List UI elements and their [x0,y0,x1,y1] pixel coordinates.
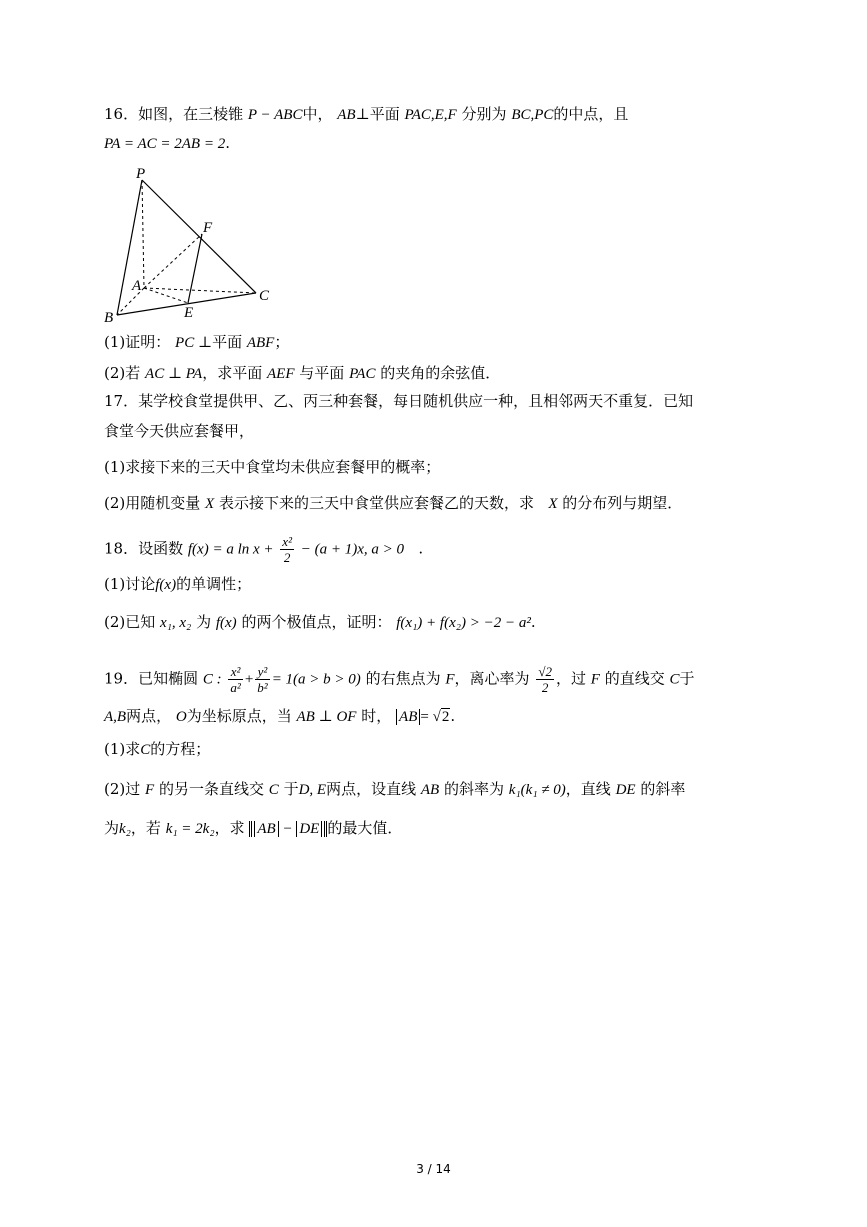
edge-FE [188,234,202,303]
math: C [140,742,151,758]
text: ，离心率为 [454,669,530,688]
q16-part1 [104,332,289,353]
q17-part1: (1)求接下来的三天中食堂均未供应套餐甲的概率； [104,458,441,476]
text: 于 [283,780,299,798]
edge-AE [144,288,188,303]
abs-value: AB [254,821,278,837]
q18-part2 [104,612,536,633]
q19-part1 [104,739,210,760]
text: . [225,134,230,152]
math: f(x) = a ln x + [187,541,274,558]
numerator: √2 [538,664,552,679]
math: C [268,782,279,798]
text: 平面 [212,333,243,351]
q16-part2 [104,363,500,384]
q17-line2: 食堂今天供应套餐甲， [104,422,255,440]
edge-PA [142,180,144,288]
q16-line2 [104,133,230,154]
text: 为 [104,819,120,837]
math: BC,PC [511,107,554,123]
math: k₂ [119,821,131,837]
q19-line2: A,B两点， O为坐标原点，当 AB ⊥ OF 时， AB = √2. [104,707,456,725]
math: ABF [246,335,275,351]
edge-AC [144,288,256,293]
label-C: C [259,288,270,304]
math: x₁, x₂ [160,615,192,631]
math: C [669,671,680,688]
text: 的斜率 [640,780,686,798]
math: PC ⊥ [175,335,213,351]
text: . [530,613,536,631]
math: PA = AC = 2AB = 2 [104,136,226,152]
text: 为 [196,613,212,631]
math: P − ABC [247,107,303,123]
math: O [175,709,187,725]
text: 两点，设直线 [326,780,417,798]
fraction [255,664,269,695]
text: ，过 [555,669,586,688]
math: + [244,671,254,688]
text: (2)已知 [104,613,156,631]
abs-value: DE [296,821,322,837]
q18-line1 [104,534,423,565]
text: 的方程； [150,740,211,758]
numerator: y² [255,664,269,680]
math: F [590,671,600,688]
q17-line1: 17．某学校食堂提供甲、乙、丙三种套餐，每日随机供应一种，且相邻两天不重复．已知 [104,392,694,410]
text: 19．已知椭圆 [104,669,199,688]
text: ； [274,333,290,351]
math: X [205,496,215,512]
text: (2)若 [104,364,141,382]
q17-part2 [104,493,682,514]
text: 表示接下来的三天中食堂供应套餐乙的天数，求 [218,494,534,512]
math: f(x) [155,577,177,593]
math: AB ⊥ OF [296,709,357,725]
math: DE [615,782,636,798]
text: 的另一条直线交 [158,780,264,798]
label-E: E [184,305,194,321]
edge-PC [142,180,256,293]
tetrahedron-figure [104,163,284,323]
math: F [145,782,155,798]
math: F [445,671,455,688]
text: 的分布列与期望． [562,494,683,512]
text: 的中点，且 [553,105,629,123]
text: ，直线 [565,780,611,798]
text: 的右焦点为 [365,669,441,688]
text: 的两个极值点，证明： [241,613,392,631]
label-F: F [203,220,213,236]
math: k₁(k₁ ≠ 0) [508,782,566,798]
sqrt: 2 [441,709,450,725]
math: AB [337,107,356,123]
text: (1)证明： [104,333,171,351]
numerator: x² [228,664,242,680]
text: 时， [361,707,392,725]
math: AEF [267,366,295,382]
math: D, E [298,782,327,798]
math: − (a + 1)x, a > 0 [300,541,405,558]
denominator: 2 [283,550,291,565]
text: 两点， [126,707,172,725]
q19-line1 [104,664,695,695]
edge-PB [117,180,142,315]
math: − [278,821,297,837]
denominator: a² [230,680,241,695]
abs-value: AB [396,709,420,725]
text: 的夹角的余弦值． [380,364,501,382]
text: 中， [302,105,333,123]
fraction [228,664,242,695]
math: = 1(a > b > 0) [271,671,361,688]
text: (1)求 [104,740,141,758]
math: f(x) [215,615,237,631]
math: k₁ = 2k₂ [165,821,215,837]
text: . [418,539,424,558]
math: PAC [349,366,376,382]
q19-part2 [104,779,685,800]
numerator: x² [282,534,292,549]
text: (2)用随机变量 [104,494,201,512]
label-P: P [136,166,146,182]
denominator: 2 [541,680,549,695]
math: A,B [104,709,127,725]
label-A: A [132,278,142,294]
denominator: b² [257,680,268,695]
q18-part1 [104,574,251,595]
label-B: B [104,310,114,323]
math: AB [420,782,440,798]
text: 的斜率为 [444,780,505,798]
text: ，求平面 [202,364,263,382]
text: 如图，在三棱锥 [138,105,244,123]
text: 18．设函数 [104,539,184,558]
math: PAC,E,F [404,107,457,123]
fraction [280,534,294,565]
math: ⊥ [355,107,370,123]
math: AC ⊥ PA [145,366,203,382]
q16-line1 [104,104,628,125]
math: X [548,496,558,512]
text: 与平面 [299,364,345,382]
question-number: 16． [104,105,139,123]
text: (2)过 [104,780,141,798]
text: 的直线交 [604,669,665,688]
text: 的最大值． [327,819,403,837]
text: (1)讨论 [104,575,156,593]
math: C : [202,671,222,688]
text: 为坐标原点，当 [186,707,292,725]
edge-AF [144,234,202,288]
fraction [536,664,554,695]
text: . [450,707,456,725]
text: 分别为 [461,105,507,123]
math: f(x₁) + f(x₂) > −2 − a² [396,615,531,631]
math: = [420,709,433,725]
double-abs [249,821,327,837]
text: ，若 [130,819,161,837]
text: 于 [679,669,695,688]
text: ，求 [214,819,245,837]
page-number: 3 / 14 [416,1162,451,1176]
q19-line4 [104,818,402,839]
text: 的单调性； [176,575,252,593]
text: 平面 [369,105,400,123]
